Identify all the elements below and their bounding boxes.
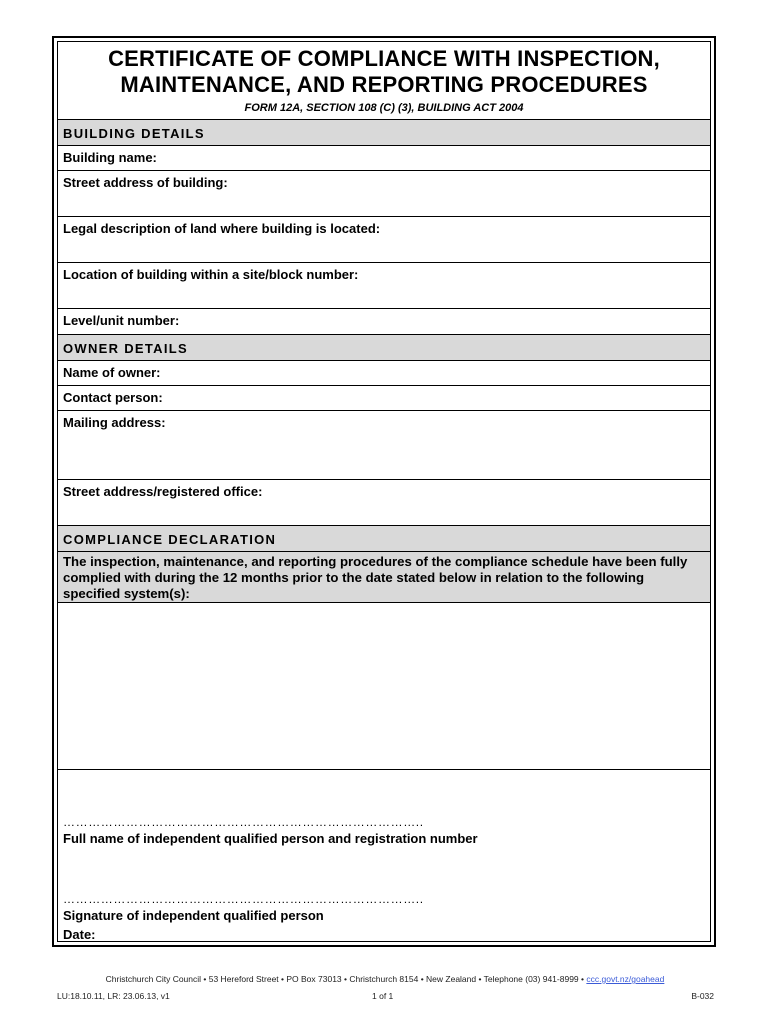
fullname-label: Full name of independent qualified person and registration number <box>63 831 478 846</box>
registered-office-label: Street address/registered office: <box>63 484 263 499</box>
footer-page-number: 1 of 1 <box>372 991 394 1001</box>
registered-office-field[interactable] <box>58 480 710 526</box>
owner-details-header-label: OWNER DETAILS <box>63 341 188 356</box>
footer-form-code: B-032 <box>691 991 714 1001</box>
owner-name-label: Name of owner: <box>63 365 161 380</box>
building-name-label: Building name: <box>63 150 157 165</box>
level-unit-field[interactable] <box>58 309 710 335</box>
legal-description-label: Legal description of land where building is located: <box>63 221 381 236</box>
building-name-field[interactable] <box>58 146 710 171</box>
footer-address-text: Christchurch City Council • 53 Hereford Street • PO Box 73013 • Christchurch 8154 • New Zealand • Telephone (03) 941-8999 • <box>105 974 584 984</box>
mailing-address-label: Mailing address: <box>63 415 166 430</box>
footer-version: LU:18.10.11, LR: 23.06.13, v1 <box>57 991 170 1001</box>
building-details-header <box>58 120 710 146</box>
signature-label: Signature of independent qualified person <box>63 908 324 923</box>
legal-description-field[interactable] <box>58 217 710 263</box>
owner-name-field[interactable] <box>58 361 710 386</box>
signature-block <box>58 770 710 948</box>
mailing-address-field[interactable] <box>58 411 710 480</box>
form-title-line-1: CERTIFICATE OF COMPLIANCE WITH INSPECTION, <box>108 46 660 71</box>
building-location-field[interactable] <box>58 263 710 309</box>
building-location-label: Location of building within a site/block number: <box>63 267 359 282</box>
building-street-field[interactable] <box>58 171 710 217</box>
building-details-header-label: BUILDING DETAILS <box>63 126 205 141</box>
signature-dotted-line[interactable]: ………………………………………………………………………….. <box>63 892 424 906</box>
building-street-label: Street address of building: <box>63 175 228 190</box>
footer-link[interactable]: ccc.govt.nz/goahead <box>586 974 665 984</box>
form-title-line-2: MAINTENANCE, AND REPORTING PROCEDURES <box>120 72 648 97</box>
form-body <box>57 41 711 942</box>
specified-systems-field[interactable] <box>58 603 710 770</box>
form-frame <box>52 36 716 947</box>
contact-person-field[interactable] <box>58 386 710 411</box>
form-subtitle: FORM 12A, SECTION 108 (C) (3), BUILDING ACT 2004 <box>244 102 524 114</box>
footer-address <box>0 974 770 984</box>
compliance-declaration-header-label: COMPLIANCE DECLARATION <box>63 532 277 547</box>
date-label: Date: <box>63 927 96 942</box>
declaration-statement: The inspection, maintenance, and reporting procedures of the compliance schedule have been fully complied with during the 12 months prior to the date stated below in relation to the following specified system(s): <box>58 552 710 603</box>
owner-details-header <box>58 335 710 361</box>
title-block <box>58 42 710 120</box>
level-unit-label: Level/unit number: <box>63 313 180 328</box>
contact-person-label: Contact person: <box>63 390 163 405</box>
compliance-declaration-header <box>58 526 710 552</box>
fullname-dotted-line[interactable]: ………………………………………………………………………….. <box>63 815 424 829</box>
